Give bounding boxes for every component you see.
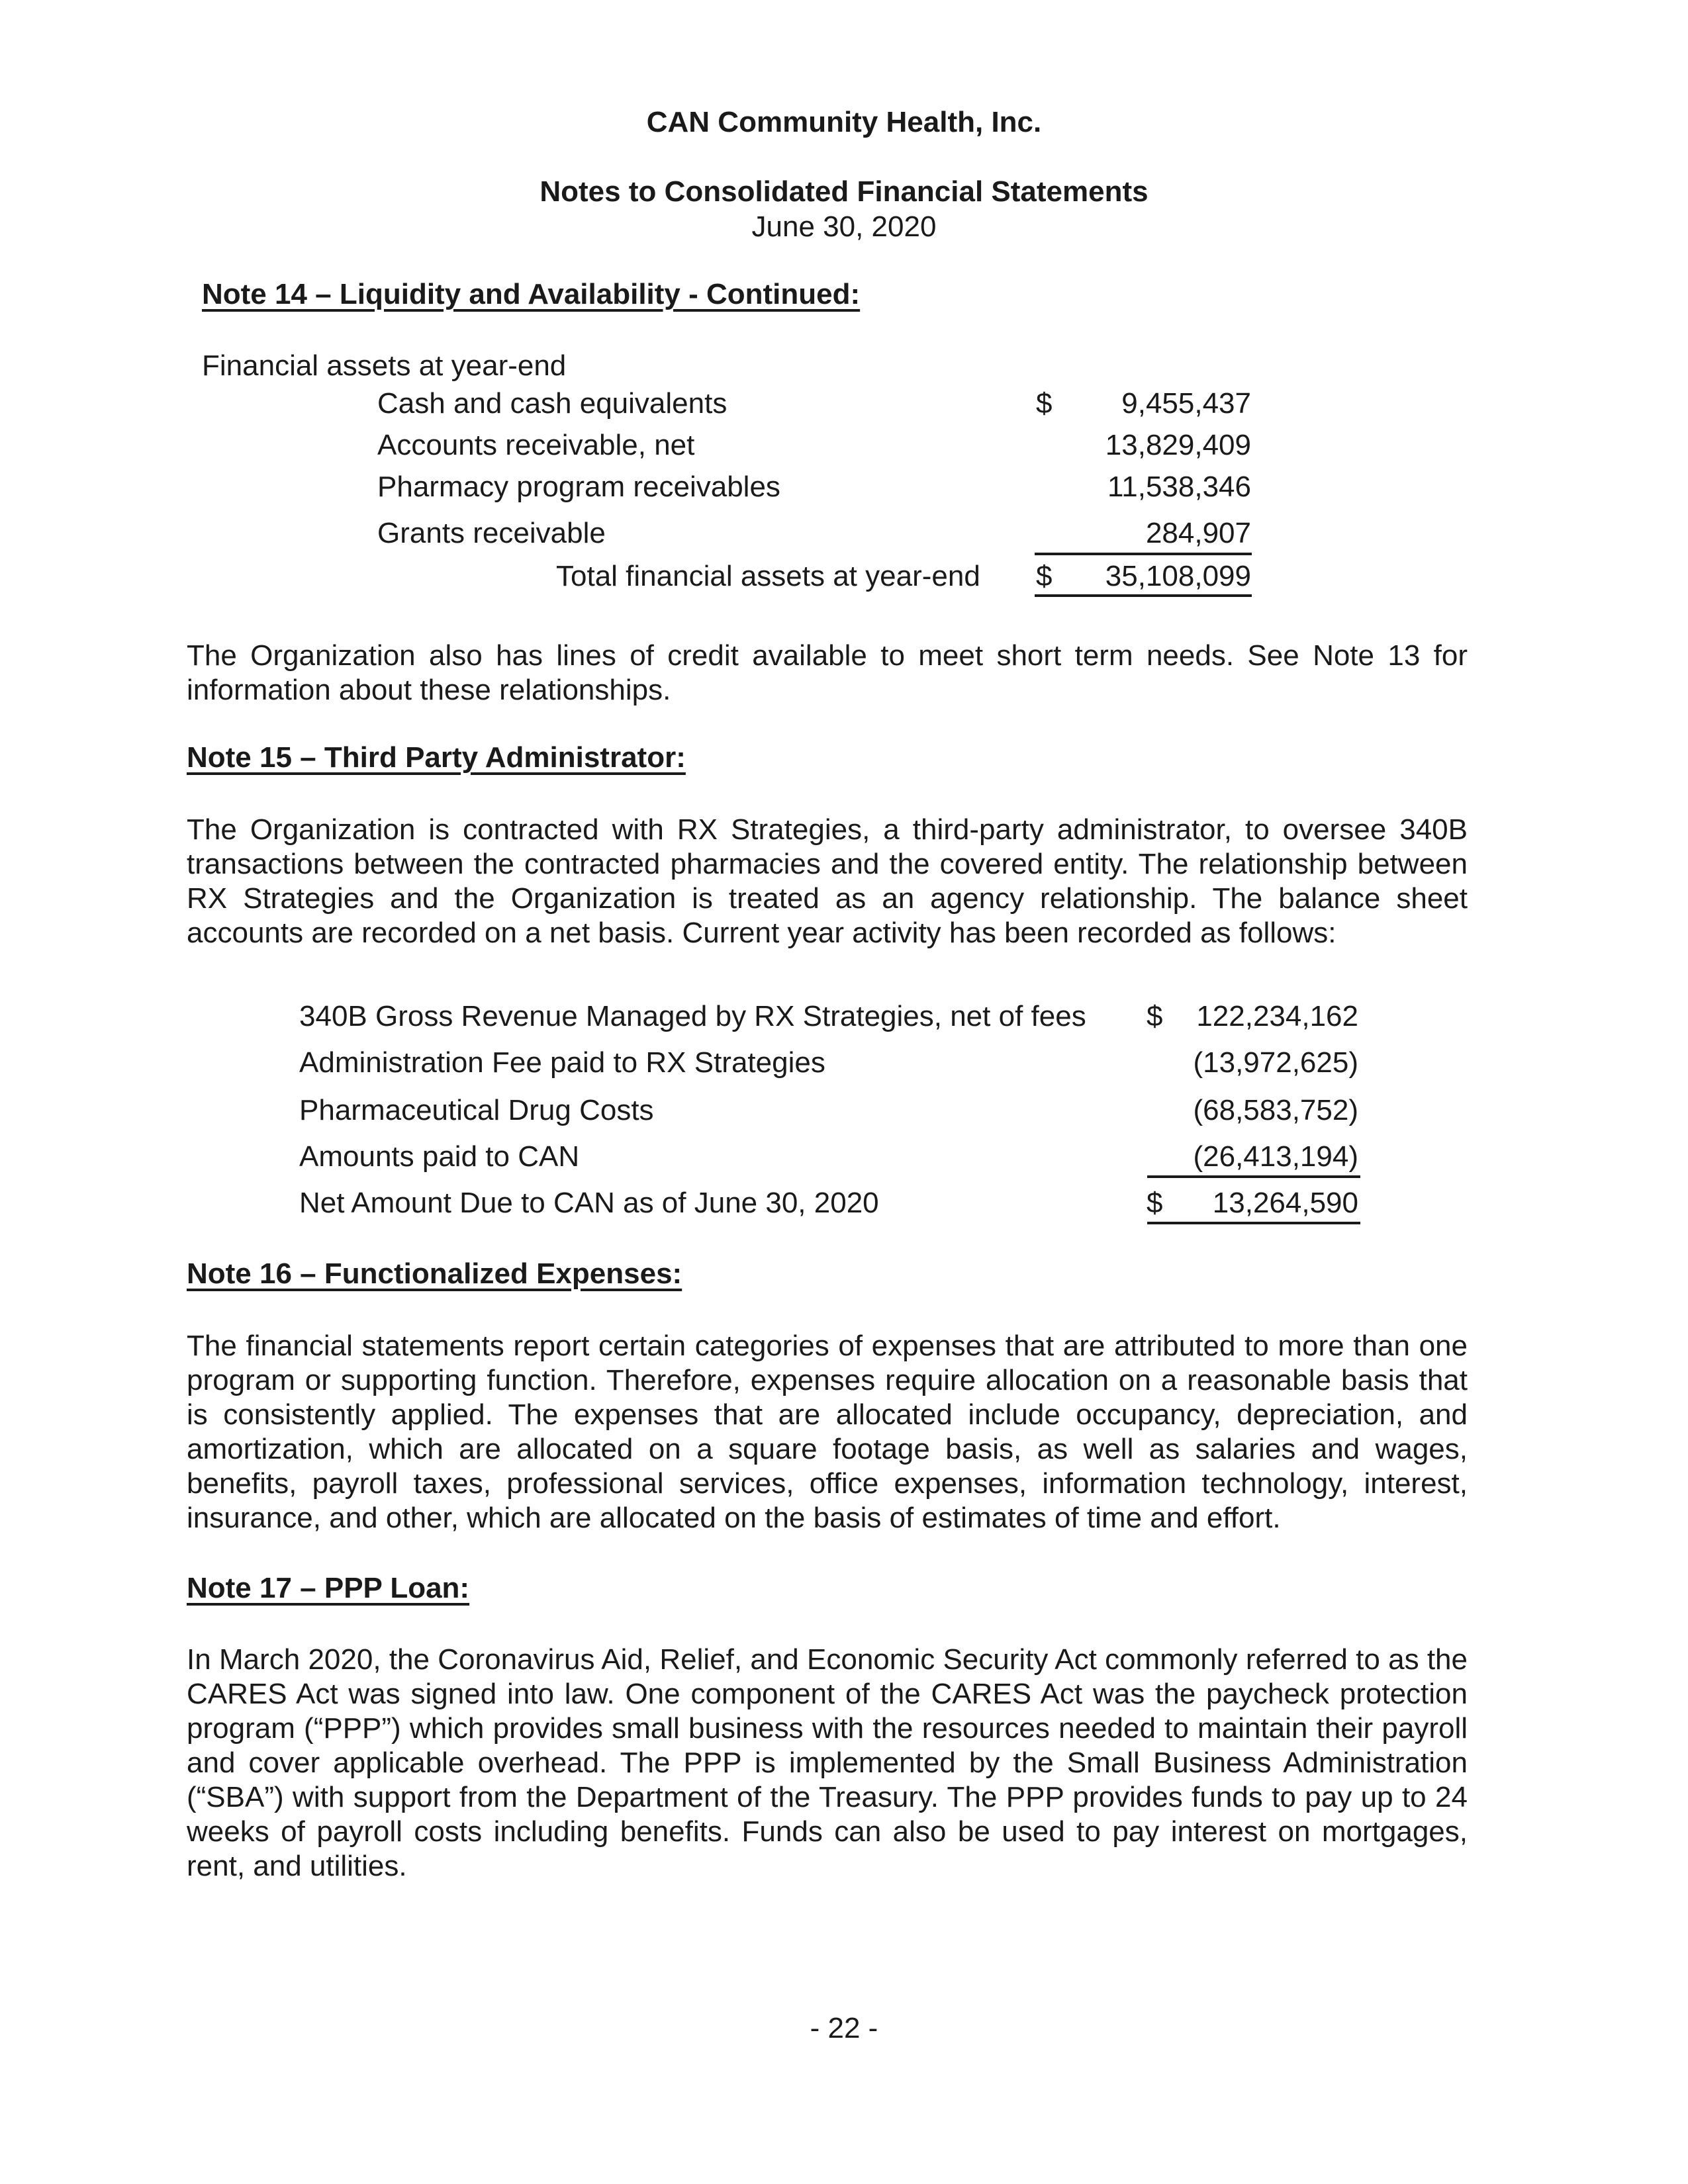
table-row	[0, 516, 1688, 551]
row-label: Pharmaceutical Drug Costs	[299, 1094, 654, 1126]
table-row	[0, 428, 1688, 463]
table-row	[0, 1093, 1688, 1128]
row-amount: (26,413,194)	[1193, 1140, 1358, 1173]
row-label: Administration Fee paid to RX Strategies	[299, 1046, 825, 1079]
subtotal-rule	[1035, 553, 1252, 555]
row-label: 340B Gross Revenue Managed by RX Strategies, net of fees	[299, 1000, 1086, 1032]
note-16-heading: Note 16 – Functionalized Expenses:	[187, 1257, 682, 1290]
row-amount: 11,538,346	[1107, 471, 1251, 503]
row-label: Accounts receivable, net	[377, 429, 695, 461]
note-17-heading: Note 17 – PPP Loan:	[187, 1572, 470, 1604]
note-16-paragraph: The financial statements report certain categories of expenses that are attributed to more than one program or supporting function. Therefore, expenses require allocation on a reasonable basis that is consistently applied. The expenses that are allocated include occupancy, depreciation, and amortization, which are allocated on a square footage basis, as well as salaries and wages, benefits, payroll taxes, professional services, office expenses, information technology, interest, insurance, and other, which are allocated on the basis of estimates of time and effort.	[187, 1330, 1468, 1534]
table-row	[0, 387, 1688, 421]
dollar-sign: $	[1036, 387, 1053, 420]
row-label: Cash and cash equivalents	[377, 387, 727, 420]
note-15-heading: Note 15 – Third Party Administrator:	[187, 741, 686, 774]
row-label: Grants receivable	[377, 517, 606, 549]
financial-assets-caption: Financial assets at year-end	[202, 349, 567, 382]
dollar-sign: $	[1147, 1000, 1163, 1032]
row-amount: 9,455,437	[1121, 387, 1251, 420]
note-14-paragraph: The Organization also has lines of credit available to meet short term needs. See Note 13 for information about these relationships.	[187, 639, 1468, 706]
page-number: - 22 -	[810, 2012, 878, 2044]
total-rule	[1147, 1222, 1360, 1224]
subtotal-rule	[1147, 1175, 1360, 1178]
table-row	[0, 470, 1688, 504]
dollar-sign: $	[1036, 560, 1053, 592]
total-row	[0, 1186, 1688, 1220]
total-label: Total financial assets at year-end	[556, 560, 980, 592]
table-row	[0, 1140, 1688, 1174]
row-amount: 13,829,409	[1105, 429, 1251, 461]
row-amount: 122,234,162	[1196, 1000, 1358, 1032]
document-title: Notes to Consolidated Financial Statements	[539, 175, 1149, 208]
note-14-heading: Note 14 – Liquidity and Availability - Continued:	[202, 278, 861, 310]
dollar-sign: $	[1147, 1187, 1163, 1219]
total-label: Net Amount Due to CAN as of June 30, 2020	[299, 1187, 879, 1219]
note-15-paragraph: The Organization is contracted with RX Strategies, a third-party administrator, to oversee 340B transactions between the contracted pharmacies and the covered entity. The relationship between RX Strategies and the Organization is treated as an agency relationship. The balance sheet accounts are recorded on a net basis. Current year activity has been recorded as follows:	[187, 813, 1468, 949]
statement-date: June 30, 2020	[751, 210, 937, 243]
row-amount: (13,972,625)	[1193, 1046, 1358, 1079]
total-rule	[1035, 594, 1252, 597]
row-amount: 284,907	[1145, 517, 1251, 549]
total-row	[0, 559, 1688, 594]
row-label: Pharmacy program receivables	[377, 471, 780, 503]
table-row	[0, 999, 1688, 1034]
row-amount: (68,583,752)	[1193, 1094, 1358, 1126]
organization-name: CAN Community Health, Inc.	[646, 106, 1042, 138]
note-17-paragraph: In March 2020, the Coronavirus Aid, Relief, and Economic Security Act commonly referred to as the CARES Act was signed into law. One component of the CARES Act was the paycheck protection program (“PPP”) which provides small business with the resources needed to maintain their payroll and cover applicable overhead. The PPP is implemented by the Small Business Administration (“SBA”) with support from the Department of the Treasury. The PPP provides funds to pay up to 24 weeks of payroll costs including benefits. Funds can also be used to pay interest on mortgages, rent, and utilities.	[187, 1643, 1468, 1882]
total-amount: 35,108,099	[1105, 560, 1251, 592]
row-label: Amounts paid to CAN	[299, 1140, 580, 1173]
table-row	[0, 1046, 1688, 1080]
total-amount: 13,264,590	[1212, 1187, 1358, 1219]
